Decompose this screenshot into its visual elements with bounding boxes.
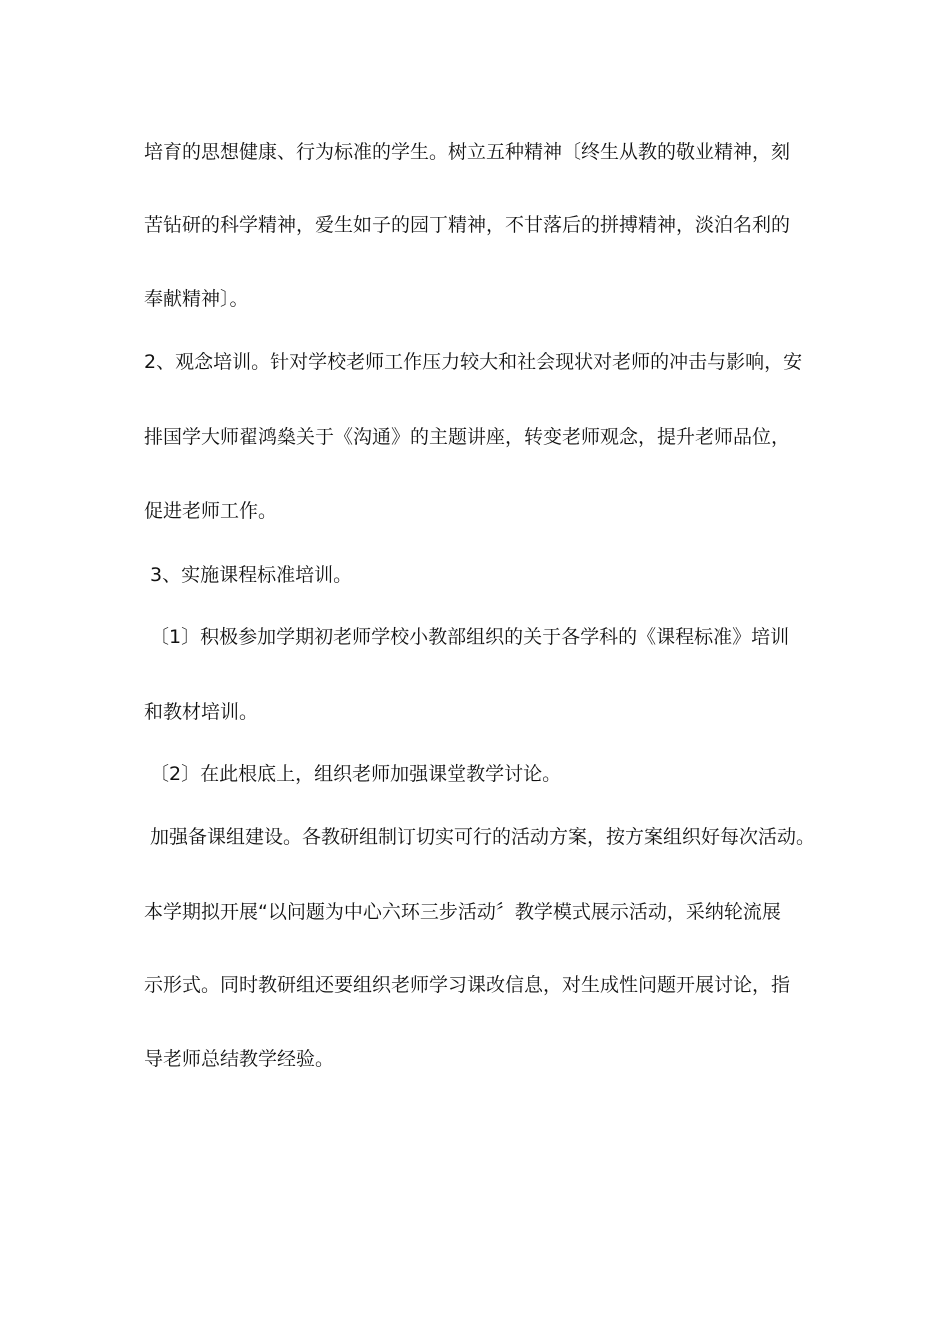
section-heading-line: 2、观念培训。针对学校老师工作压力较大和社会现状对老师的冲击与影响，安: [144, 351, 803, 373]
paragraph-line: 培育的思想健康、行为标准的学生。树立五种精神〔终生从教的敬业精神，刻: [144, 141, 791, 163]
paragraph-line: 导老师总结教学经验。: [144, 1048, 335, 1070]
section-heading-line: 3、实施课程标准培训。: [150, 564, 353, 586]
list-item-line: 和教材培训。: [144, 701, 259, 723]
paragraph-line: 排国学大师翟鸿燊关于《沟通》的主题讲座，转变老师观念，提升老师品位，: [144, 426, 791, 448]
paragraph-line: 促进老师工作。: [144, 500, 278, 522]
paragraph-line: 加强备课组建设。各教研组制订切实可行的活动方案，按方案组织好每次活动。: [150, 826, 816, 848]
paragraph-line: 苦钻研的科学精神，爱生如子的园丁精神，不甘落后的拼搏精神，淡泊名利的: [144, 214, 791, 236]
paragraph-line: 示形式。同时教研组还要组织老师学习课改信息，对生成性问题开展讨论，指: [144, 974, 791, 996]
list-item-line: 〔2〕在此根底上，组织老师加强课堂教学讨论。: [150, 763, 562, 785]
paragraph-line: 奉献精神〕。: [144, 288, 249, 310]
paragraph-line: 本学期拟开展“以问题为中心六环三步活动〞教学模式展示活动，采纳轮流展: [144, 901, 781, 923]
list-item-line: 〔1〕积极参加学期初老师学校小教部组织的关于各学科的《课程标准》培训: [150, 626, 790, 648]
